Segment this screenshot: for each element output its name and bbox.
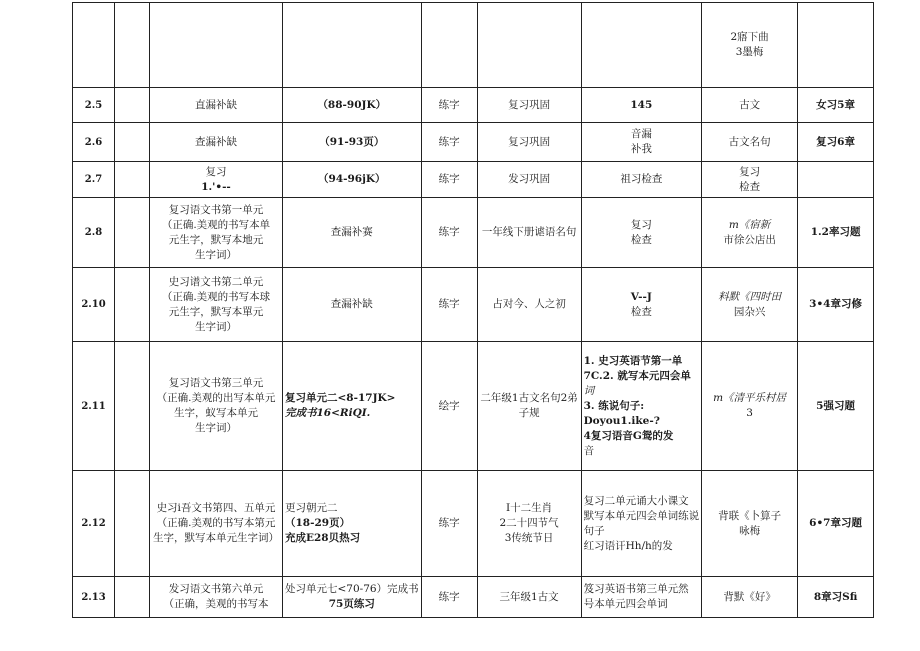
cell-line: 发习巩固	[508, 173, 551, 185]
cell-line: 复习二单元诵大小课文	[583, 494, 689, 507]
table-row	[73, 198, 874, 268]
cell-line: 生字词）	[195, 320, 237, 333]
cell-line: 复习语文书第一单元	[168, 203, 264, 216]
poem-cell	[702, 577, 798, 618]
cell-line: （正确.美观的书写本第元	[156, 517, 276, 529]
cell-line: 咏梅	[739, 524, 761, 537]
cell-line: 145	[630, 98, 653, 111]
table-row	[73, 342, 874, 471]
extra-cell	[798, 88, 874, 123]
english-cell	[581, 88, 702, 123]
extra-cell	[798, 162, 874, 198]
cell-text: 练字	[438, 226, 460, 238]
cell-line: 默写本单元四会单词练说	[583, 509, 700, 522]
date-cell: 2.11	[73, 342, 115, 471]
cell-line: 生字词）	[195, 422, 237, 434]
cell-line: 音漏	[630, 128, 652, 140]
cell-line: m《宿新	[728, 218, 771, 231]
cell-line: 二年级1古文名句2弟	[480, 392, 578, 404]
cell-line: V--J	[630, 290, 652, 303]
poem-cell	[702, 342, 798, 471]
cell-line: 3传统节日	[504, 532, 554, 544]
cell-line: 祖习检查	[620, 173, 663, 185]
cell-line: 子规	[518, 407, 540, 419]
task-cell	[150, 342, 283, 471]
math-cell	[283, 3, 422, 88]
cell-line: 处习单元七<70-76）完成书	[285, 583, 419, 595]
cell-text: 练字	[438, 98, 460, 111]
task-cell	[150, 577, 283, 618]
date-cell: 2.6	[73, 123, 115, 162]
task-cell	[150, 268, 283, 342]
cell-line: 75页练习	[328, 598, 375, 610]
cell-line: 8章习Sfi	[813, 590, 858, 603]
date-cell: 2.5	[73, 88, 115, 123]
writing-cell	[421, 268, 477, 342]
poem-cell	[702, 198, 798, 268]
cell-line: （正确.美观的书写本球	[161, 290, 271, 303]
classics-cell	[477, 88, 581, 123]
cell-line: 红习语讦Hh/h的发	[583, 539, 673, 552]
writing-cell	[421, 88, 477, 123]
cell-line: 完成书16<RiQI.	[285, 407, 371, 419]
blank-cell	[115, 88, 150, 123]
cell-line: 发习语文书第六单元	[168, 583, 264, 595]
cell-line: 音	[583, 444, 595, 457]
blank-cell	[115, 342, 150, 471]
classics-cell	[477, 3, 581, 88]
writing-cell	[421, 471, 477, 577]
task-cell	[150, 198, 283, 268]
table-row	[73, 123, 874, 162]
math-cell	[283, 162, 422, 198]
date-cell: 2.10	[73, 268, 115, 342]
blank-cell	[115, 471, 150, 577]
cell-line: 园杂兴	[733, 305, 766, 318]
table-row	[73, 268, 874, 342]
cell-line: 复习	[739, 165, 761, 178]
cell-line: （88-90JK）	[317, 98, 387, 111]
cell-text: 绘字	[438, 399, 460, 412]
cell-line: 1.'•--	[201, 180, 231, 193]
table-row	[73, 471, 874, 577]
cell-line: 3•4章习修	[809, 298, 862, 310]
cell-text: 练字	[438, 590, 460, 603]
blank-cell	[115, 198, 150, 268]
cell-line: 占对今、人之初	[492, 298, 566, 310]
cell-text: 练字	[438, 173, 460, 185]
blank-cell	[115, 162, 150, 198]
cell-line: 3	[746, 407, 753, 419]
cell-line: Doyou1.ike-?	[583, 414, 660, 427]
cell-line: （91-93页）	[319, 135, 385, 148]
cell-line: 2二十四节气	[499, 517, 559, 529]
classics-cell	[477, 471, 581, 577]
cell-line: （正确.美观的书写本单	[161, 218, 271, 231]
cell-line: 市徐公店出	[723, 233, 776, 246]
cell-line: 查漏补缺	[195, 135, 237, 148]
extra-cell	[798, 471, 874, 577]
poem-cell	[702, 471, 798, 577]
classics-cell	[477, 268, 581, 342]
cell-line: 4复习语音G鸳的发	[583, 429, 674, 442]
cell-line: （正确，美观的书写本	[163, 598, 269, 610]
cell-line: 背默《好》	[723, 590, 776, 603]
classics-cell	[477, 198, 581, 268]
task-cell	[150, 123, 283, 162]
table-row	[73, 162, 874, 198]
cell-line: 3. 练说句子:	[583, 399, 645, 412]
cell-line: 古文名句	[728, 135, 771, 148]
poem-cell	[702, 123, 798, 162]
cell-line: （正确.美观的出写本单元	[156, 392, 276, 404]
math-cell	[283, 577, 422, 618]
date-cell: 2.7	[73, 162, 115, 198]
cell-line: 复习	[630, 218, 652, 231]
table-row	[73, 577, 874, 618]
cell-line: （94-96jK）	[318, 173, 386, 185]
cell-line: 女习5章	[816, 98, 855, 111]
cell-text: 练字	[438, 517, 460, 529]
cell-line: 3墨梅	[735, 46, 764, 58]
blank-cell	[115, 123, 150, 162]
task-cell	[150, 162, 283, 198]
poem-cell	[702, 88, 798, 123]
classics-cell	[477, 577, 581, 618]
english-cell	[581, 268, 702, 342]
writing-cell	[421, 577, 477, 618]
cell-line: 6•7章习题	[809, 517, 862, 529]
cell-line: 复习6章	[816, 135, 855, 148]
cell-line: 查漏补赛	[330, 226, 373, 238]
cell-line: 元生字，默写本地元	[168, 233, 264, 246]
cell-text: 练字	[438, 298, 460, 310]
cell-line: 复习巩固	[508, 135, 551, 148]
table-row	[73, 3, 874, 88]
cell-line: 查漏补缺	[330, 298, 373, 310]
cell-line: 复习巩固	[508, 98, 551, 111]
cell-line: 2寤下曲	[730, 31, 769, 43]
extra-cell	[798, 342, 874, 471]
english-cell	[581, 342, 702, 471]
cell-line: 史习谱文书第二单元	[168, 275, 264, 288]
extra-cell	[798, 268, 874, 342]
writing-cell	[421, 3, 477, 88]
date-cell: 2.8	[73, 198, 115, 268]
classics-cell	[477, 123, 581, 162]
writing-cell	[421, 198, 477, 268]
writing-cell	[421, 342, 477, 471]
cell-line: I十二生肖	[506, 502, 553, 514]
date-cell: 2.13	[73, 577, 115, 618]
english-cell	[581, 162, 702, 198]
cell-line: 元生字，默写本單元	[168, 305, 264, 318]
cell-line: 复习语文书第三单元	[168, 377, 264, 389]
cell-line: 生字词）	[195, 248, 237, 261]
cell-line: 料默《四时田	[718, 290, 782, 303]
cell-line: 1. 史习英语节第一单	[583, 354, 683, 367]
cell-line: 更习朝元二	[285, 502, 338, 514]
cell-line: （18-29页）	[285, 517, 351, 529]
math-cell	[283, 123, 422, 162]
english-cell	[581, 3, 702, 88]
math-cell	[283, 471, 422, 577]
cell-line: 生字，蚁写本单元	[174, 407, 258, 419]
poem-cell	[702, 3, 798, 88]
cell-line: 检查	[739, 180, 761, 193]
math-cell	[283, 88, 422, 123]
blank-cell	[115, 268, 150, 342]
cell-line: 充成E28贝热习	[285, 532, 361, 544]
cell-line: 检查	[630, 305, 652, 318]
cell-line: 一年线下册谑语名句	[481, 226, 577, 238]
math-cell	[283, 268, 422, 342]
extra-cell	[798, 123, 874, 162]
writing-cell	[421, 123, 477, 162]
english-cell	[581, 577, 702, 618]
cell-line: 号本单元四会单词	[583, 598, 668, 610]
task-cell	[150, 471, 283, 577]
cell-line: 复习	[205, 165, 227, 178]
math-cell	[283, 342, 422, 471]
cell-line: 补我	[630, 143, 652, 155]
cell-line: 复习单元二<8-17JK>	[285, 392, 396, 404]
cell-line: 句子	[583, 524, 605, 537]
cell-text: 练字	[438, 135, 460, 148]
task-cell	[150, 88, 283, 123]
writing-cell	[421, 162, 477, 198]
blank-cell	[115, 577, 150, 618]
english-cell	[581, 123, 702, 162]
classics-cell	[477, 342, 581, 471]
english-cell	[581, 471, 702, 577]
study-plan-table	[72, 2, 874, 618]
extra-cell	[798, 577, 874, 618]
extra-cell	[798, 198, 874, 268]
classics-cell	[477, 162, 581, 198]
math-cell	[283, 198, 422, 268]
cell-line: 古文	[739, 98, 761, 111]
cell-line: m《清平乐村居	[713, 392, 787, 404]
cell-line: 直漏补缺	[195, 98, 237, 111]
cell-line: 三年级1古文	[499, 590, 559, 603]
poem-cell	[702, 162, 798, 198]
poem-cell	[702, 268, 798, 342]
cell-line: 5强习题	[816, 399, 855, 412]
cell-line: 笈习英语书第三单元然	[583, 583, 689, 595]
cell-line: 7C.2. 就写本元四会单	[583, 369, 691, 382]
cell-line: 生字，默写本单元生字词）	[153, 532, 279, 544]
cell-line: 检查	[630, 233, 652, 246]
date-cell	[73, 3, 115, 88]
cell-line: 1.2率习题	[810, 226, 861, 238]
date-cell: 2.12	[73, 471, 115, 577]
blank-cell	[115, 3, 150, 88]
english-cell	[581, 198, 702, 268]
extra-cell	[798, 3, 874, 88]
cell-line: 史习i吾文书第四、五单元	[156, 502, 276, 514]
cell-line: 词	[583, 384, 595, 397]
task-cell	[150, 3, 283, 88]
table-row	[73, 88, 874, 123]
cell-line: 背联《卜算子	[718, 509, 782, 522]
